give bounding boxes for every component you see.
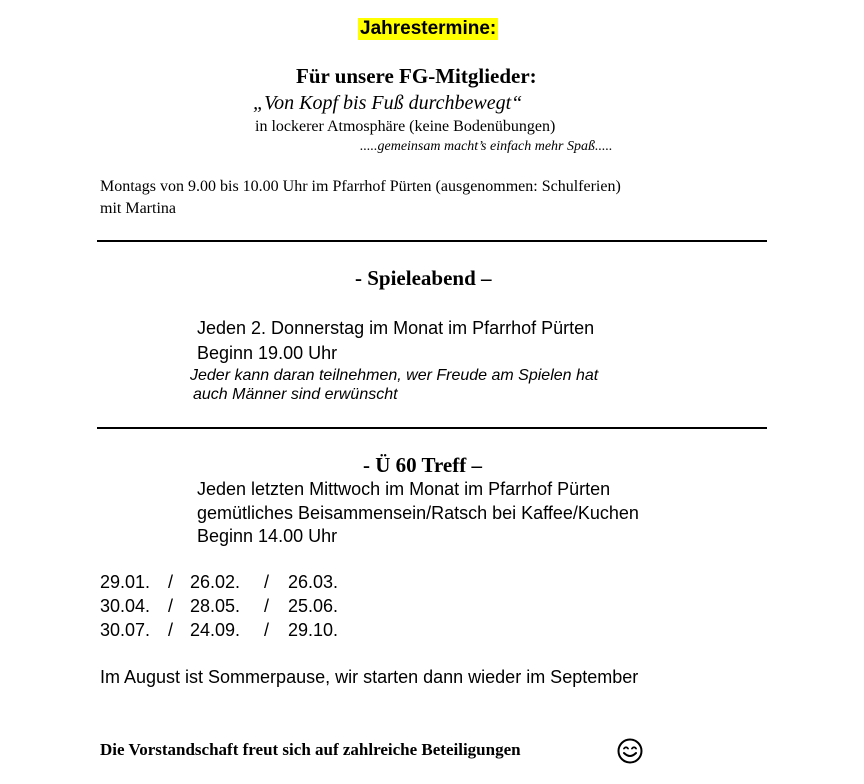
closing-message: Die Vorstandschaft freut sich auf zahlreiche Beteiligungen [100, 740, 521, 759]
fg-fun-note: .....gemeinsam macht’s einfach mehr Spaß..... [360, 139, 613, 154]
treff-when: Jeden letzten Mittwoch im Monat im Pfarrhof Pürten [197, 479, 611, 499]
date-separator: / [264, 620, 270, 640]
date-entry: 25.06. [288, 596, 339, 616]
smiley-icon [617, 738, 643, 764]
date-entry: 24.09. [190, 620, 241, 640]
date-entry: 30.07. [100, 620, 151, 640]
spieleabend-title: - Spieleabend – [355, 266, 492, 290]
divider-line [97, 240, 767, 242]
date-separator: / [264, 596, 270, 616]
date-entry: 28.05. [190, 596, 241, 616]
summer-break-note: Im August ist Sommerpause, wir starten dann wieder im September [100, 667, 639, 687]
date-separator: / [168, 620, 174, 640]
divider-line [97, 427, 767, 429]
date-separator: / [168, 572, 174, 592]
spieleabend-start: Beginn 19.00 Uhr [197, 343, 338, 363]
date-separator: / [264, 572, 270, 592]
treff-title: - Ü 60 Treff – [363, 453, 482, 477]
spieleabend-note-men: auch Männer sind erwünscht [193, 386, 398, 403]
fg-section-title: Für unsere FG-Mitglieder: [296, 64, 537, 88]
spieleabend-note: Jeder kann daran teilnehmen, wer Freude am Spielen hat [190, 367, 599, 384]
fg-schedule: Montags von 9.00 bis 10.00 Uhr im Pfarrhof Pürten (ausgenommen: Schulferien) [100, 178, 621, 195]
date-separator: / [168, 596, 174, 616]
page-heading: Jahrestermine: [360, 18, 497, 39]
spieleabend-when: Jeden 2. Donnerstag im Monat im Pfarrhof Pürten [197, 318, 595, 338]
date-entry: 26.02. [190, 572, 241, 592]
date-entry: 26.03. [288, 572, 339, 592]
treff-description: gemütliches Beisammensein/Ratsch bei Kaffee/Kuchen [197, 503, 639, 523]
fg-description: in lockerer Atmosphäre (keine Bodenübungen) [255, 118, 556, 135]
treff-start: Beginn 14.00 Uhr [197, 526, 338, 546]
fg-motto: „Von Kopf bis Fuß durchbewegt“ [253, 92, 523, 114]
date-entry: 29.10. [288, 620, 339, 640]
fg-instructor: mit Martina [100, 200, 176, 217]
date-entry: 30.04. [100, 596, 151, 616]
date-entry: 29.01. [100, 572, 151, 592]
